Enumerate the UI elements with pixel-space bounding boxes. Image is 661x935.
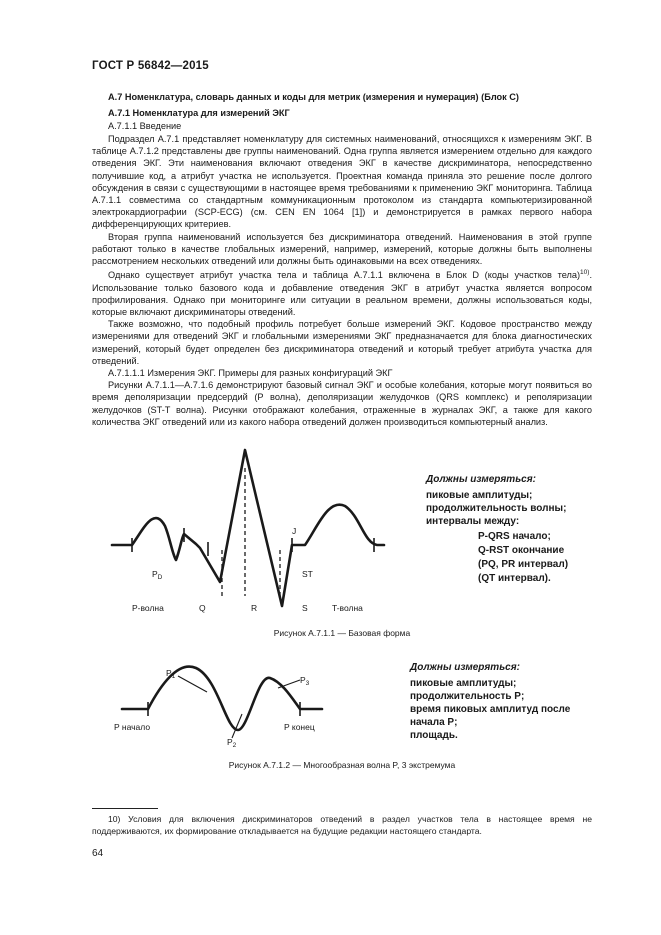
label-t-wave: T-волна <box>332 603 363 613</box>
paragraph-2: Вторая группа наименований используется без дискриминатора отведений. Наименования в этой группе работают только в качестве глобальных измерений, например, измерений, которые должны быть выполнены рассмотрением нескольких отведений или должны быть одинаковыми на всех отведениях. <box>92 231 592 267</box>
paragraph-1: Подраздел А.7.1 представляет номенклатуру для системных наименований, относящихся к измерениям ЭКГ. В таблице А.7.1.2 представлены две группы наименований. Одна группа является измерением отдельно для каждого отведения ЭКГ. Эти наименования включают отведения ЭКГ в качестве дискриминатора, непосредственно получившие код, а атрибут участка не используется. Проектная команда приняла это решение после долгого обсуждения в связи с существующими в настоящее время требованиями к применению ЭКГ мониторинга. Таблица А.7.1.1 совместима со стандартным коммуникационным протоколом из стандарта компьютеризированной электрокардиографии (SCP-ECG) (см. CEN EN 1064 [1]) и демонстрируется в рамках первого набора дифференцирующих критериев. <box>92 134 592 230</box>
label-pd: $P_D$ <box>152 569 163 581</box>
paragraph-3-start: Однако существует атрибут участка тела и таблица А.7.1.1 включена в Блок D (коды участков тела) <box>108 270 581 281</box>
label-p1: $P_1$ <box>166 668 176 680</box>
label-p-start: P начало <box>114 722 151 732</box>
paragraph-3-end: . Использование только базового кода и добавление отведения ЭКГ в атрибут участка является вопросом профилирования. Однако при мониторинге или ситуации в реальном времени, должны использоваться коды, которые включают дискриминаторы отведений. <box>92 270 592 317</box>
fig2-note-line-1: пиковые амплитуды; <box>410 678 517 689</box>
label-q: Q <box>199 603 206 613</box>
paragraph-6: Рисунки А.7.1.1—А.7.1.6 демонстрируют базовый сигнал ЭКГ и особые колебания, которые могут появиться во время деполяризации предсердий (Р волна), деполяризации желудочков (QRS комплекс) и реполяризации желудочков (ST-T волна). Рисунки отображают колебания, отраженные в журналах ЭКГ, а также для какого количества ЭКГ отведений или из какого набора отведений должен производиться компьютерный анализ. <box>92 380 592 427</box>
paragraph-4: Также возможно, что подобный профиль потребует больше измерений ЭКГ. Кодовое пространство между измерениями для отведений ЭКГ и глобальными измерениями ЭКГ предназначается для блока диагностических измерений, который будет определен без дискриминатора отведений и который требует атрибута участка для отведений. <box>92 319 592 366</box>
fig2-note-line-5: площадь. <box>410 730 458 741</box>
label-p2: $P_2$ <box>227 737 237 749</box>
fig2-note-title: Должны измеряться: <box>410 662 520 673</box>
subsection-title: А.7.1 Номенклатура для измерений ЭКГ <box>108 108 290 118</box>
p-waveform <box>122 667 322 730</box>
label-r: R <box>251 603 258 613</box>
label-st: ST <box>302 569 313 579</box>
paragraph-3 <box>92 267 592 318</box>
page-number: 64 <box>92 848 104 859</box>
label-p-wave: P-волна <box>132 603 164 613</box>
ecg-basic-form-diagram <box>92 438 592 643</box>
figure-2 <box>92 648 592 781</box>
fig1-note-subline-2: Q-RST окончание <box>478 545 565 556</box>
footnote: 10) Условия для включения дискриминаторов отведений в раздел участков тела в настоящее время не поддерживаются, их формирование откладывается на будущие редакции настоящего стандарта. <box>92 814 592 836</box>
p-wave-diagram <box>92 648 592 776</box>
fig1-note-subline-1: P-QRS начало; <box>478 531 551 542</box>
fig2-note-line-2: продолжительность P; <box>410 691 525 702</box>
body-text <box>92 133 592 428</box>
label-s: S <box>302 603 308 613</box>
label-j: J <box>292 526 297 536</box>
figure-1 <box>92 438 592 648</box>
ecg-waveform <box>112 450 384 606</box>
section-title: А.7 Номенклатура, словарь данных и коды для метрик (измерения и нумерация) (Блок С) <box>108 92 519 102</box>
fig1-note-line-1: пиковые амплитуды; <box>426 490 533 501</box>
intro-label: А.7.1.1 Введение <box>108 121 182 131</box>
fig1-note-line-3: интервалы между: <box>426 516 520 527</box>
fig1-note-subline-4: (QT интервал). <box>478 573 551 584</box>
figure-2-caption: Рисунок А.7.1.2 — Многообразная волна P, 3 экстремума <box>228 760 456 770</box>
fig1-note-subline-3: (PQ, PR интервал) <box>478 559 569 570</box>
footnote-separator <box>92 808 158 809</box>
document-header: ГОСТ Р 56842—2015 <box>92 60 209 72</box>
paragraph-5: А.7.1.1.1 Измерения ЭКГ. Примеры для разных конфигураций ЭКГ <box>108 367 393 378</box>
label-p-end: P конец <box>284 722 315 732</box>
fig2-note-line-4: начала P; <box>410 717 458 728</box>
figure-1-caption: Рисунок А.7.1.1 — Базовая форма <box>273 628 411 638</box>
fig1-note-line-2: продолжительность волны; <box>426 503 567 514</box>
fig2-note-line-3: время пиковых амплитуд после <box>410 704 571 715</box>
label-p3: $P_3$ <box>300 675 310 687</box>
footnote-ref[interactable]: 10) <box>580 269 590 277</box>
fig1-note-title: Должны измеряться: <box>426 474 536 485</box>
